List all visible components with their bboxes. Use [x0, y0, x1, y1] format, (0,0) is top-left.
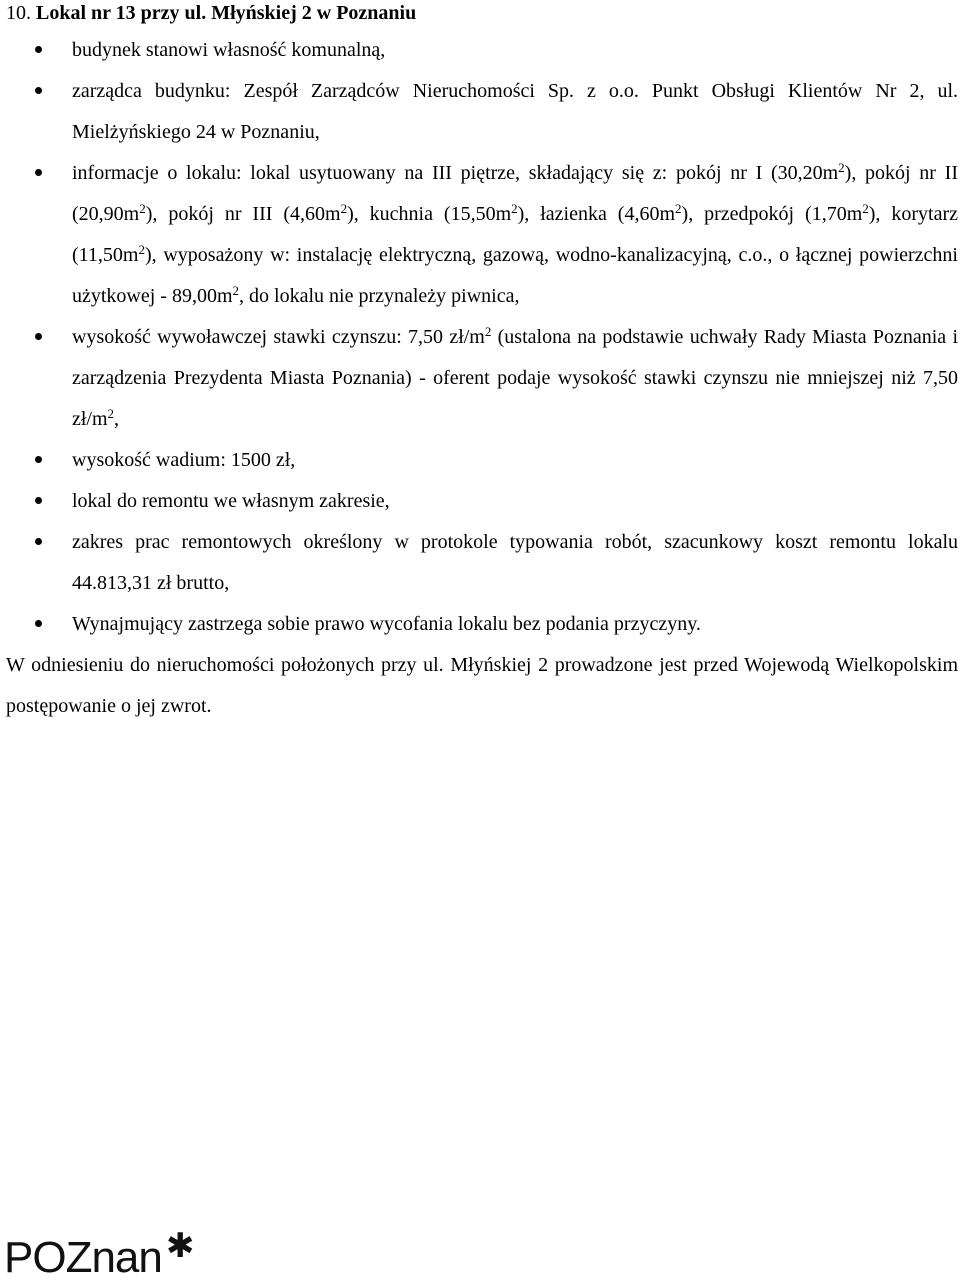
list-item-rent-rate: [6, 317, 958, 440]
bullet-icon: [35, 620, 42, 627]
list-item-text: wysokość wadium: 1500 zł,: [72, 449, 296, 471]
list-item-text: informacje o lokalu: lokal usytuowany na III piętrze, składający się z: pokój nr I $(30,20m^2)$, pokój nr II $(20,90m^2)$, pokój nr III $(4,60m^2)$, kuchnia $(15,50m^2)$, łazienka $(4,60m^2)$, przedpokój $(1,70m^2)$, korytarz $(11,50m^2)$, wyposażony w: instalację elektryczną, gazową, wodno-kanalizacyjną, c.o., o łącznej powierzchni użytkowej - $89,00m^2$, do lokalu nie przynależy piwnica,: [72, 160, 958, 307]
logo-wordmark: POZnan: [4, 1233, 162, 1282]
list-item-text: lokal do remontu we własnym zakresie,: [72, 490, 390, 512]
poznan-logo: [4, 1228, 194, 1282]
closing-paragraph: W odniesieniu do nieruchomości położonych przy ul. Młyńskiej 2 prowadzone jest przed Wojewodą Wielkopolskim postępowanie o jej zwrot.: [6, 654, 958, 717]
bullet-icon: [35, 46, 42, 53]
list-item-ownership: [6, 30, 958, 71]
bullet-icon: [35, 456, 42, 463]
property-details-list: [6, 30, 958, 645]
list-item-text: budynek stanowi własność komunalną,: [72, 39, 386, 61]
list-item-unit-info: [6, 153, 958, 317]
list-item-text: zakres prac remontowych określony w protokole typowania robót, szacunkowy koszt remontu lokalu 44.813,31 zł brutto,: [72, 531, 958, 594]
list-item-deposit: [6, 440, 958, 481]
section-title: Lokal nr 13 przy ul. Młyńskiej 2 w Poznaniu: [36, 2, 417, 24]
section-heading: [6, 0, 958, 26]
asterisk-icon: ✱: [166, 1226, 195, 1266]
list-item-renovation: [6, 481, 958, 522]
list-item-withdrawal: [6, 604, 958, 645]
list-item-renovation-scope: [6, 522, 958, 604]
bullet-icon: [35, 538, 42, 545]
list-item-administrator: [6, 71, 958, 153]
bullet-icon: [35, 333, 42, 340]
section-number: 10.: [6, 2, 31, 24]
document-page: [6, 0, 958, 727]
bullet-icon: [35, 169, 42, 176]
bullet-icon: [35, 497, 42, 504]
bullet-icon: [35, 87, 42, 94]
list-item-text: wysokość wywoławczej stawki czynszu: 7,50 $zł/m^2$ (ustalona na podstawie uchwały Rady Miasta Poznania i zarządzenia Prezydenta Miasta Poznania) - oferent podaje wysokość stawki czynszu nie mniejszej niż 7,50 $zł/m^2$,: [72, 324, 958, 430]
list-item-text: Wynajmujący zastrzega sobie prawo wycofania lokalu bez podania przyczyny.: [72, 613, 701, 635]
list-item-text: zarządca budynku: Zespół Zarządców Nieruchomości Sp. z o.o. Punkt Obsługi Klientów Nr 2, ul. Mielżyńskiego 24 w Poznaniu,: [72, 80, 958, 143]
